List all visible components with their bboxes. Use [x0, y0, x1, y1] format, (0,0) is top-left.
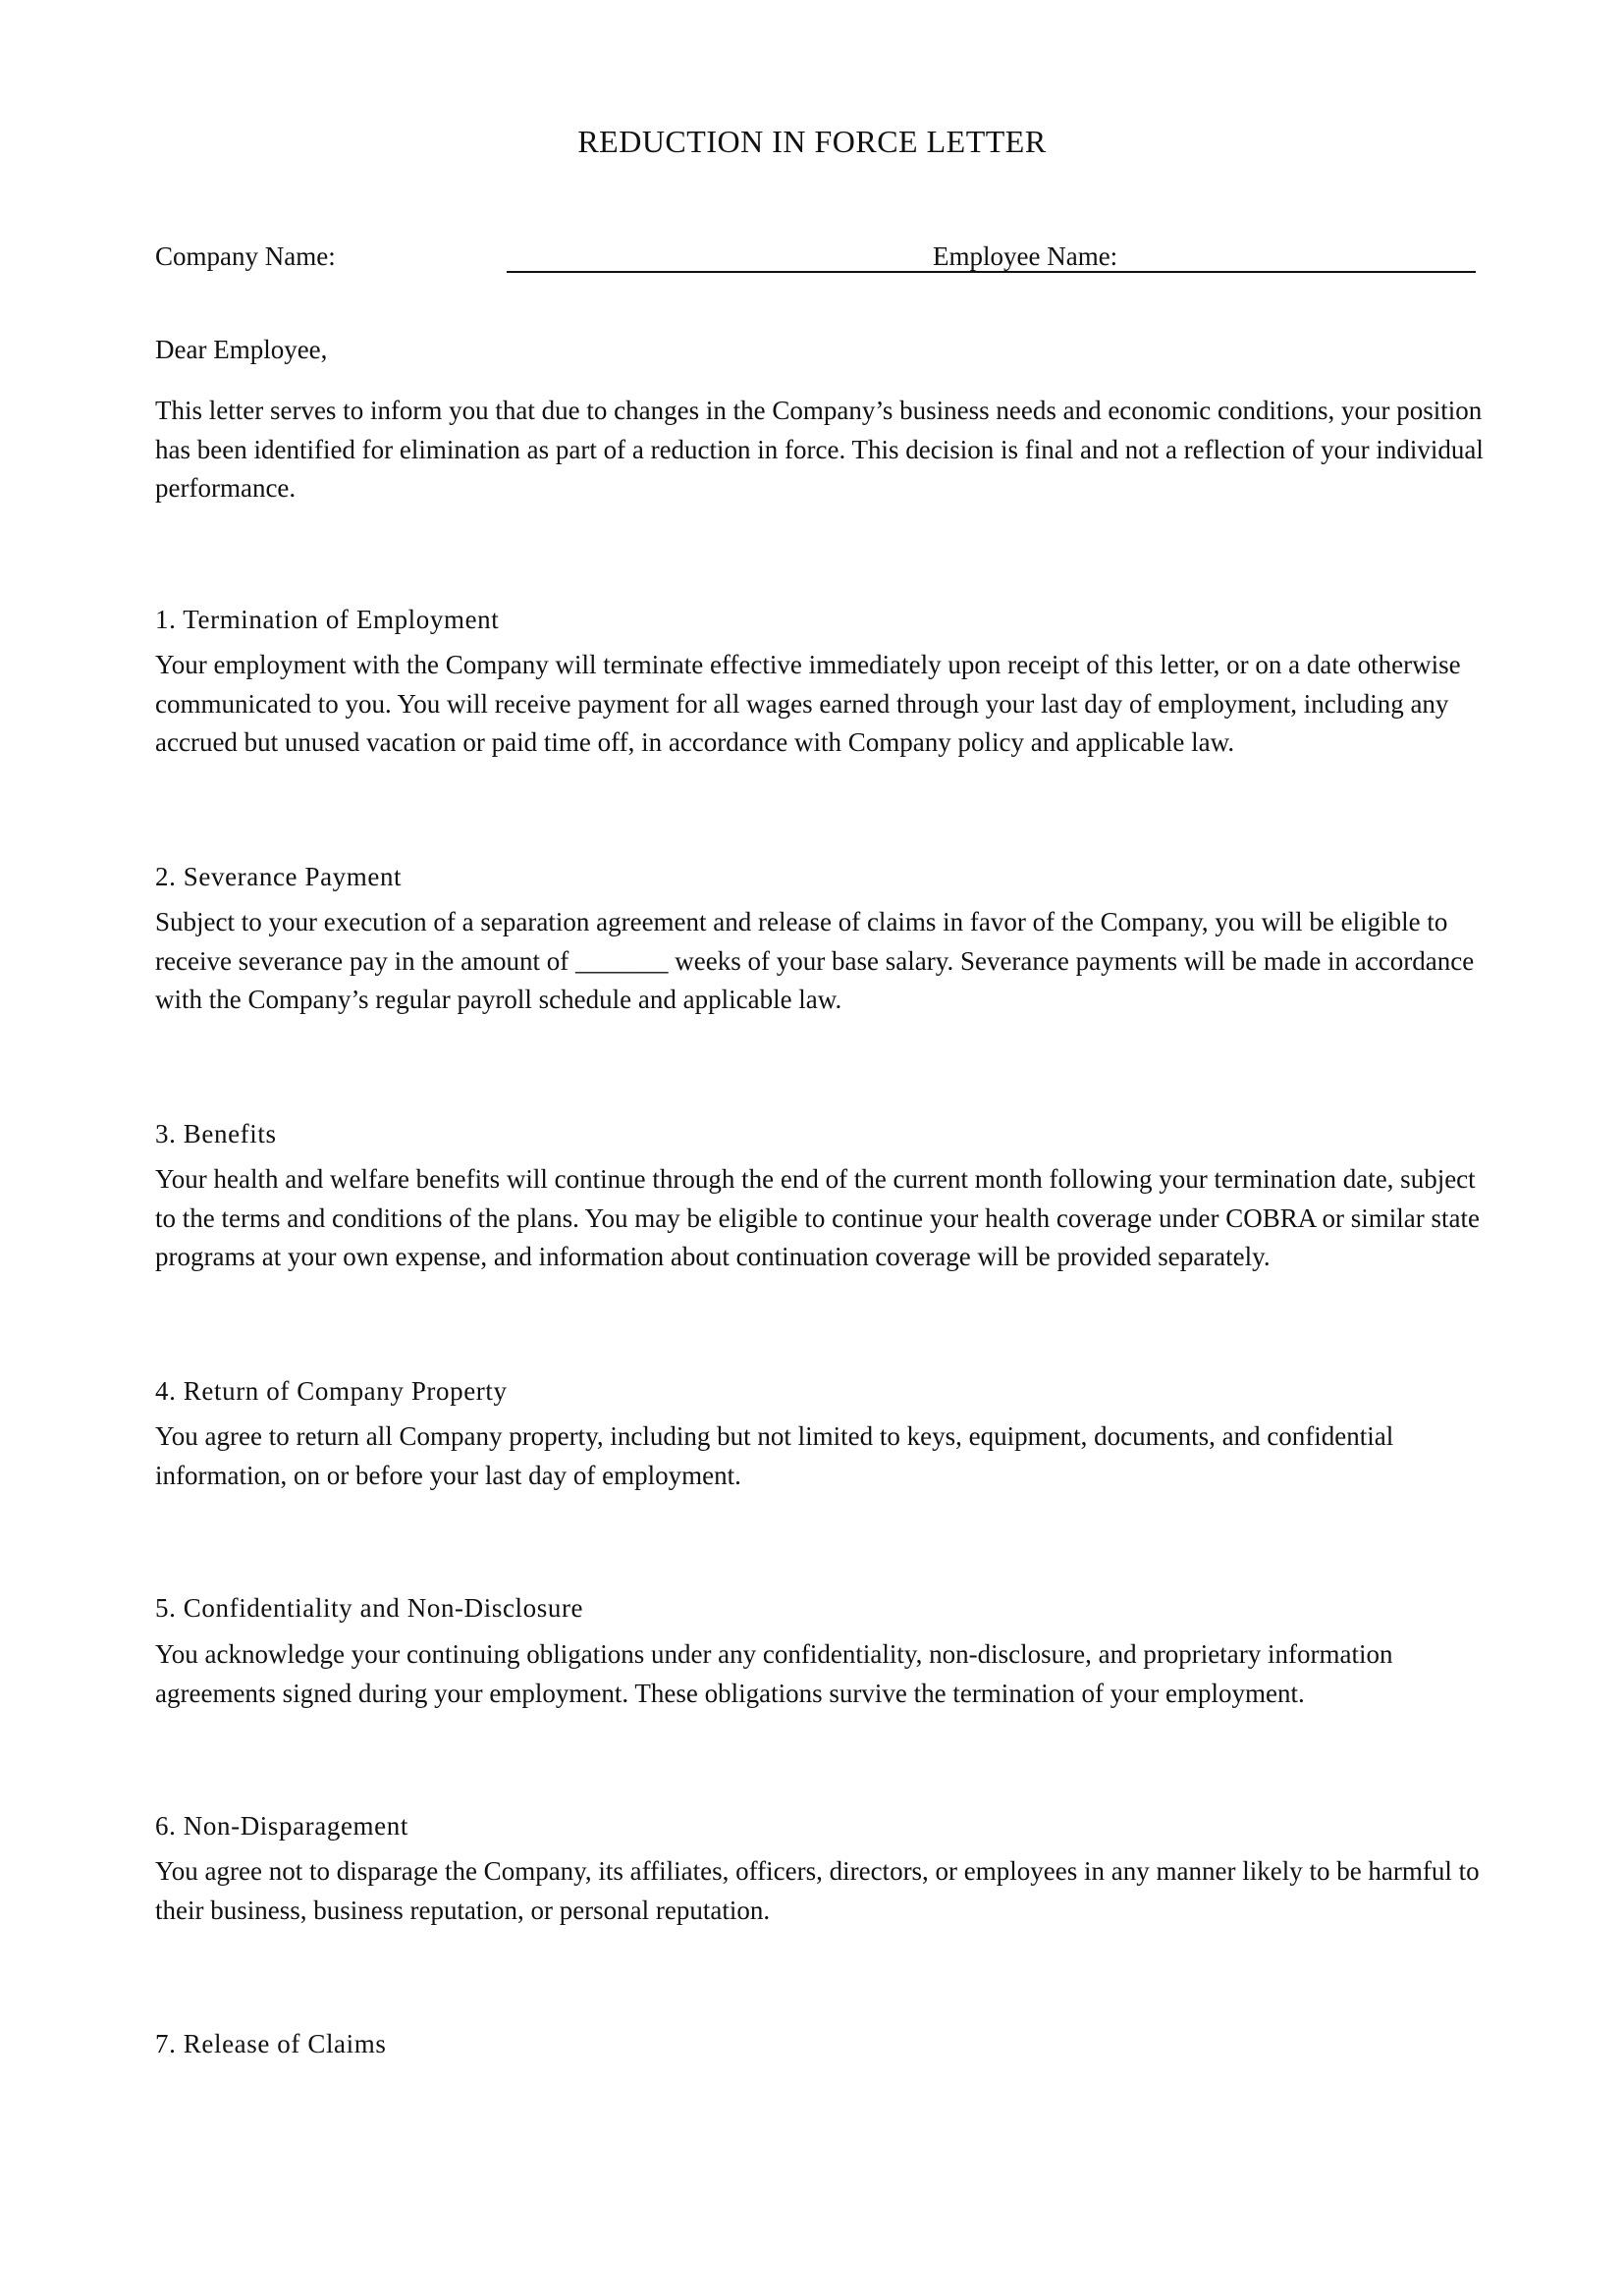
page-title: REDUCTION IN FORCE LETTER	[577, 124, 1047, 159]
section-heading-return-property: 4. Return of Company Property	[155, 1376, 508, 1406]
section-body-confidentiality: You acknowledge your continuing obligations under any confidentiality, non-disclosure, and proprietary information agreements signed during your employment. These obligations survive the termination of your employment.	[155, 1639, 1393, 1708]
section-body-return-property: You agree to return all Company property, including but not limited to keys, equipment, documents, and confidential information, on or before your last day of employment.	[155, 1421, 1394, 1490]
section-heading-confidentiality: 5. Confidentiality and Non-Disclosure	[155, 1593, 584, 1623]
section-heading-termination: 1. Termination of Employment	[155, 605, 500, 634]
section-heading-non-disparagement: 6. Non-Disparagement	[155, 1811, 408, 1841]
company-name-label: Company Name:	[155, 241, 336, 271]
section-body-severance: Subject to your execution of a separation agreement and release of claims in favor of the Company, you will be eligible to receive severance pay in the amount of _______ weeks of your base salary. Severance payments will be made in accordance with the Company’s regular payroll schedule and applicable law.	[155, 907, 1475, 1014]
section-heading-release-of-claims: 7. Release of Claims	[155, 2029, 387, 2058]
section-heading-severance: 2. Severance Payment	[155, 862, 403, 891]
salutation: Dear Employee,	[155, 335, 328, 364]
section-body-termination: Your employment with the Company will terminate effective immediately upon receipt of this letter, or on a date otherwise communicated to you. You will receive payment for all wages earned through your last day of employment, including any accrued but unused vacation or paid time off, in accordance with Company policy and applicable law.	[155, 650, 1461, 757]
employee-name-label: Employee Name:	[933, 241, 1118, 271]
intro-paragraph: This letter serves to inform you that due to changes in the Company’s business needs and economic conditions, your position has been identified for elimination as part of a reduction in force. This decision is final and not a reflection of your individual performance.	[155, 396, 1484, 503]
section-heading-benefits: 3. Benefits	[155, 1119, 277, 1148]
section-body-benefits: Your health and welfare benefits will continue through the end of the current month following your termination date, subject to the terms and conditions of the plans. You may be eligible to continue your health coverage under COBRA or similar state programs at your own expense, and information about continuation coverage will be provided separately.	[155, 1164, 1480, 1271]
section-body-non-disparagement: You agree not to disparage the Company, its affiliates, officers, directors, or employees in any manner likely to be harmful to their business, business reputation, or personal reputation.	[155, 1856, 1480, 1925]
